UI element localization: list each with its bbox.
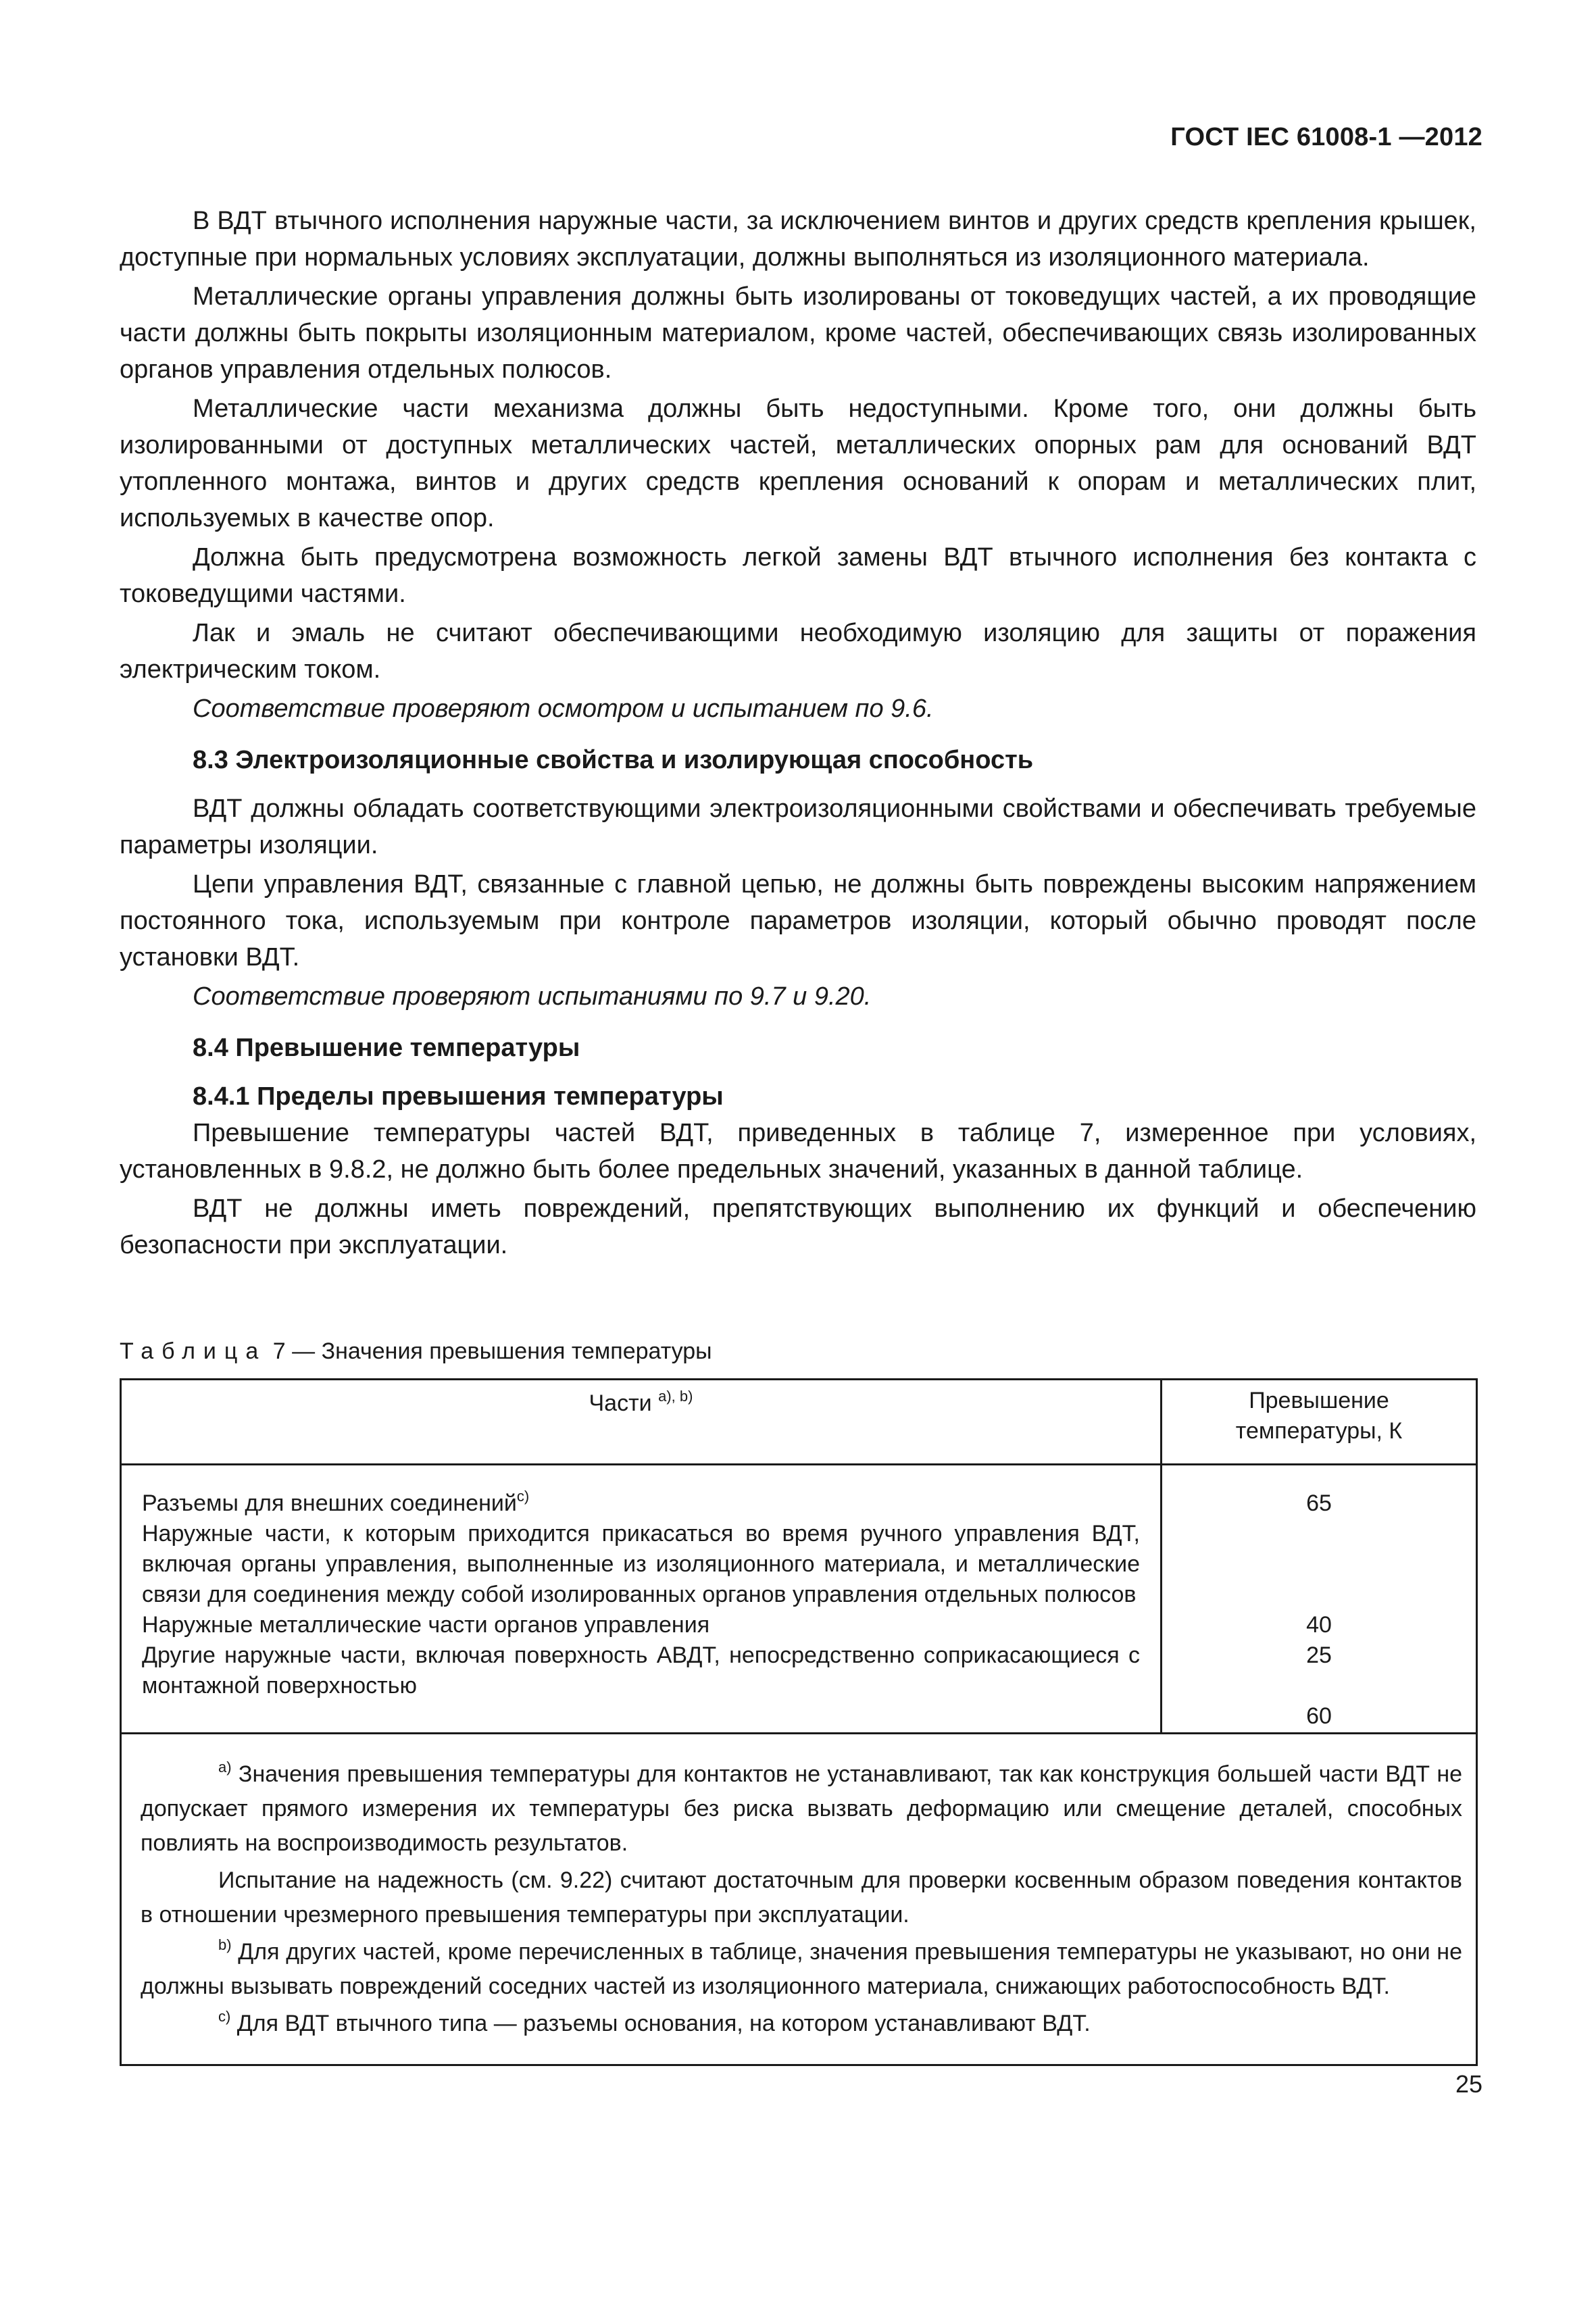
- temperature-rise-table: [120, 1378, 1478, 2066]
- table-parts-cell: [121, 1465, 1162, 1734]
- column-header-parts: [121, 1380, 1162, 1465]
- section-heading-8-3: 8.3 Электроизоляционные свойства и изолирующая способность: [193, 746, 1034, 774]
- column-header-temperature-line1: Превышение: [1249, 1388, 1389, 1413]
- table-value: 25: [1306, 1642, 1332, 1668]
- paragraph: В ВДТ втычного исполнения наружные части, за исключением винтов и других средств крепления крышек, доступные при нормальных условиях эксплуатации, должны выполняться из изоляционного материала.: [120, 207, 1476, 272]
- section-heading-8-4: 8.4 Превышение температуры: [193, 1034, 580, 1062]
- table-notes-row: [121, 1734, 1477, 2065]
- table-value: 40: [1306, 1612, 1332, 1638]
- paragraph: ВДТ должны обладать соответствующими электроизоляционными свойствами и обеспечивать требуемые параметры изоляции.: [120, 795, 1476, 859]
- table-caption-text: 7 — Значения превышения температуры: [272, 1338, 712, 1364]
- table-caption: [120, 1336, 712, 1366]
- compliance-note: Соответствие проверяют испытаниями по 9.7 и 9.20.: [193, 982, 872, 1011]
- note-text: Для ВДТ втычного типа — разъемы основания, на котором устанавливают ВДТ.: [230, 2011, 1091, 2036]
- paragraph: Металлические органы управления должны быть изолированы от токоведущих частей, а их проводящие части должны быть покрыты изоляционным материалом, кроме частей, обеспечивающих связь изолированных органов управления отдельных полюсов.: [120, 282, 1476, 384]
- paragraph: Металлические части механизма должны быть недоступными. Кроме того, они должны быть изолированными от доступных металлических частей, металлических опорных рам для оснований ВДТ утопленного монтажа, винтов и других средств крепления оснований к опорам и металлических плит, используемых в качестве опор.: [120, 395, 1476, 532]
- row-text: Разъемы для внешних соединений: [142, 1490, 517, 1516]
- page-number: 25: [1455, 2070, 1482, 2098]
- paragraph: ВДТ не должны иметь повреждений, препятствующих выполнению их функций и обеспечению безопасности при эксплуатации.: [120, 1194, 1476, 1259]
- table-caption-label: Таблица: [120, 1338, 267, 1364]
- compliance-note: Соответствие проверяют осмотром и испытанием по 9.6.: [193, 695, 934, 723]
- body-text: [120, 203, 1476, 1266]
- paragraph: Лак и эмаль не считают обеспечивающими необходимую изоляцию для защиты от поражения электрическим током.: [120, 619, 1476, 684]
- table-note: [141, 1935, 1462, 2004]
- footnote-marker: a): [218, 1759, 232, 1776]
- document-header: ГОСТ IEC 61008-1 —2012: [1170, 123, 1482, 151]
- table-value: 60: [1306, 1703, 1332, 1729]
- footnote-marker: a), b): [658, 1388, 693, 1405]
- footnote-marker: b): [218, 1936, 232, 1953]
- table-row: [142, 1488, 1140, 1519]
- table-note: [141, 1757, 1462, 1861]
- note-text: Для других частей, кроме перечисленных в таблице, значения превышения температуры не указывают, но они не должны вызывать повреждений соседних частей из изоляционного материала, снижающих работоспособность ВДТ.: [141, 1939, 1462, 1999]
- column-header-parts-label: Части: [589, 1390, 652, 1416]
- footnote-marker: c): [516, 1488, 530, 1505]
- table-row: Другие наружные части, включая поверхность АВДТ, непосредственно соприкасающиеся с монтажной поверхностью: [142, 1642, 1140, 1699]
- table-body-row: [121, 1465, 1477, 1734]
- column-header-temperature-line2: температуры, К: [1235, 1418, 1403, 1444]
- table-note: [141, 1863, 1462, 1932]
- table-row: Наружные части, к которым приходится прикасаться во время ручного управления ВДТ, включая органы управления, выполненные из изоляционного материала, и металлические связи для соединения между собой изолированных органов управления отдельных полюсов: [142, 1521, 1140, 1607]
- paragraph: Цепи управления ВДТ, связанные с главной цепью, не должны быть повреждены высоким напряжением постоянного тока, используемым при контроле параметров изоляции, который обычно проводят после установки ВДТ.: [120, 870, 1476, 972]
- note-text: Испытание на надежность (см. 9.22) считают достаточным для проверки косвенным образом поведения контактов в отношении чрезмерного превышения температуры при эксплуатации.: [141, 1867, 1462, 1928]
- footnote-marker: c): [218, 2008, 231, 2025]
- column-header-temperature: [1162, 1380, 1477, 1465]
- table-note: [141, 2007, 1462, 2041]
- subsection-heading-8-4-1: 8.4.1 Пределы превышения температуры: [193, 1082, 724, 1111]
- table-value-spacer: [1163, 1671, 1475, 1701]
- table-row: Наружные металлические части органов управления: [142, 1612, 710, 1638]
- table-header-row: [121, 1380, 1477, 1465]
- table-value-spacer: [1163, 1519, 1475, 1610]
- note-text: Значения превышения температуры для контактов не устанавливают, так как конструкция большей части ВДТ не допускает прямого измерения их температуры без риска вызвать деформацию или смещение деталей, способных повлиять на воспроизводимость результатов.: [141, 1761, 1462, 1856]
- table-value: 65: [1306, 1490, 1332, 1516]
- table-values-cell: [1162, 1465, 1477, 1734]
- paragraph: Превышение температуры частей ВДТ, приведенных в таблице 7, измеренное при условиях, установленных в 9.8.2, не должно быть более предельных значений, указанных в данной таблице.: [120, 1119, 1476, 1184]
- paragraph: Должна быть предусмотрена возможность легкой замены ВДТ втычного исполнения без контакта с токоведущими частями.: [120, 543, 1476, 608]
- table-notes: [121, 1734, 1477, 2065]
